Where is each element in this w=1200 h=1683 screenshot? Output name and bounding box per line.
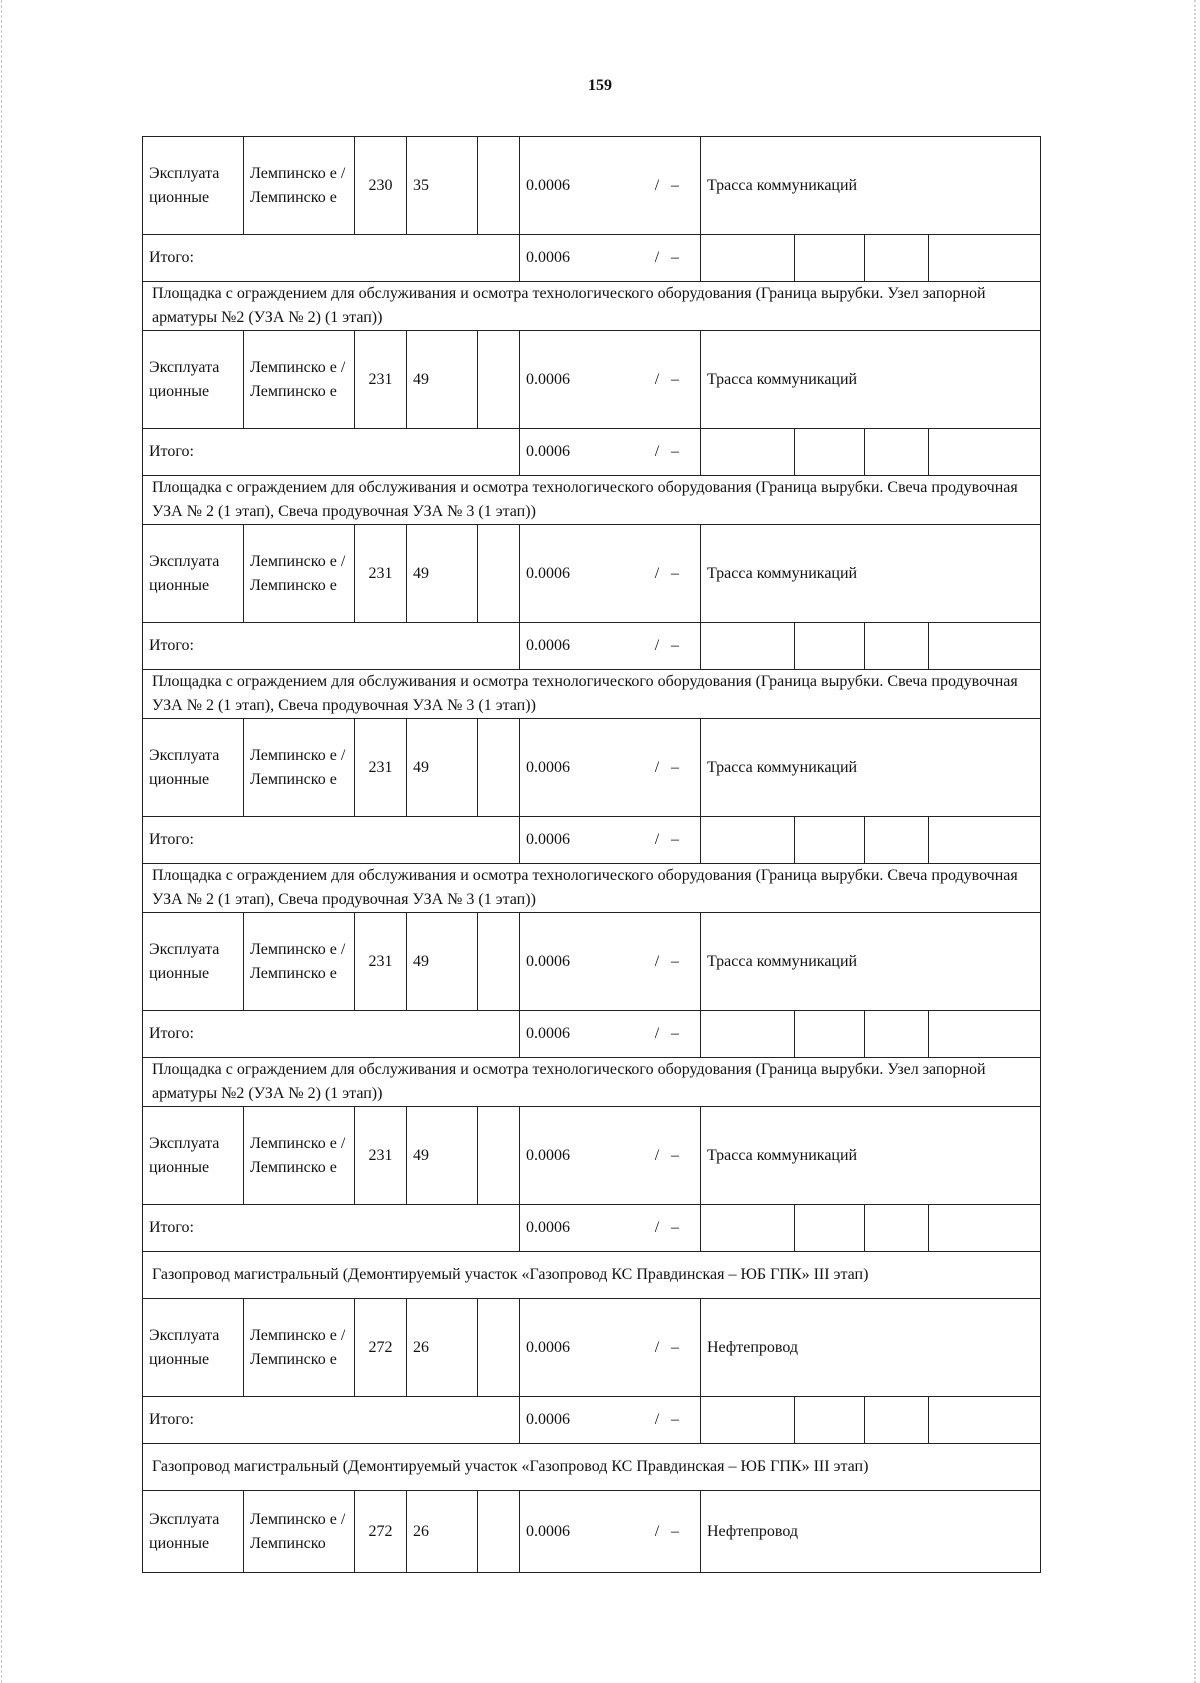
- forestry-cell: Лемпинско е / Лемпинско е: [244, 1299, 355, 1397]
- empty-cell: [795, 235, 865, 282]
- empty-cell: [701, 817, 795, 864]
- total-separator: /: [654, 1219, 660, 1236]
- forestry-cell: Лемпинско е / Лемпинско е: [244, 1107, 355, 1205]
- quarter-cell: 231: [355, 1107, 407, 1205]
- quarter-cell: 231: [355, 331, 407, 429]
- forest-plots-table: [142, 136, 1041, 1573]
- quarter-cell: 231: [355, 525, 407, 623]
- section-header-row: [143, 1058, 1041, 1107]
- empty-cell: [865, 1205, 929, 1252]
- total-row: [143, 235, 1041, 282]
- empty-cell: [929, 623, 1041, 670]
- area-dash: –: [671, 952, 679, 970]
- area-cell: [520, 1107, 701, 1205]
- page-number: 159: [588, 77, 612, 94]
- area-separator: /: [654, 1522, 660, 1540]
- empty-cell: [865, 817, 929, 864]
- plot-cell: 35: [407, 137, 478, 235]
- usage-cell: Трасса коммуникаций: [701, 719, 1041, 817]
- area-dash: –: [671, 1146, 679, 1164]
- area-value: 0.0006: [526, 1522, 570, 1540]
- forestry-cell: Лемпинско е / Лемпинско е: [244, 331, 355, 429]
- area-separator: /: [654, 758, 660, 776]
- plot-cell: 26: [407, 1491, 478, 1573]
- empty-cell: [701, 1011, 795, 1058]
- empty-cell: [865, 235, 929, 282]
- area-cell: [520, 331, 701, 429]
- area-dash: –: [671, 370, 679, 388]
- forestry-cell: Лемпинско е / Лемпинско: [244, 1491, 355, 1573]
- table-row: [143, 1299, 1041, 1397]
- scan-left-edge: [1, 0, 5, 1683]
- forestry-cell: Лемпинско е / Лемпинско е: [244, 525, 355, 623]
- area-dash: –: [671, 1338, 679, 1356]
- total-row: [143, 429, 1041, 476]
- section-header-row: [143, 864, 1041, 913]
- empty-cell: [701, 429, 795, 476]
- forestry-cell: Лемпинско е / Лемпинско е: [244, 913, 355, 1011]
- empty-cell: [865, 1397, 929, 1444]
- area-value: 0.0006: [526, 176, 570, 194]
- area-separator: /: [654, 952, 660, 970]
- quarter-cell: 272: [355, 1299, 407, 1397]
- total-label: Итого:: [143, 1397, 520, 1444]
- total-row: [143, 623, 1041, 670]
- total-area-cell: [520, 235, 701, 282]
- total-dash: –: [671, 443, 679, 460]
- land-category-cell: Эксплуата ционные: [143, 913, 244, 1011]
- empty-cell: [795, 1011, 865, 1058]
- empty-cell: [929, 429, 1041, 476]
- section-title: Площадка с ограждением для обслуживания и осмотра технологического оборудования (Граница вырубки. Свеча продувочная УЗА № 2 (1 этап), Свеча продувочная УЗА № 3 (1 этап)): [143, 670, 1041, 719]
- usage-cell: Трасса коммуникаций: [701, 331, 1041, 429]
- total-area-value: 0.0006: [526, 637, 570, 654]
- forestry-cell: Лемпинско е / Лемпинско е: [244, 137, 355, 235]
- section-header-row: [143, 1252, 1041, 1299]
- area-cell: [520, 525, 701, 623]
- plot-cell: 49: [407, 719, 478, 817]
- total-label: Итого:: [143, 1011, 520, 1058]
- forestry-cell: Лемпинско е / Лемпинско е: [244, 719, 355, 817]
- quarter-cell: 231: [355, 719, 407, 817]
- plot-cell: 49: [407, 525, 478, 623]
- empty-cell: [865, 1011, 929, 1058]
- empty-cell: [701, 1205, 795, 1252]
- area-separator: /: [654, 370, 660, 388]
- total-dash: –: [671, 637, 679, 654]
- scan-right-edge: [1191, 0, 1196, 1683]
- total-area-value: 0.0006: [526, 1025, 570, 1042]
- section-title: Площадка с ограждением для обслуживания и осмотра технологического оборудования (Граница вырубки. Свеча продувочная УЗА № 2 (1 этап), Свеча продувочная УЗА № 3 (1 этап)): [143, 864, 1041, 913]
- total-area-value: 0.0006: [526, 1411, 570, 1428]
- total-area-cell: [520, 817, 701, 864]
- table-row: [143, 719, 1041, 817]
- area-separator: /: [654, 564, 660, 582]
- extra-cell: [478, 719, 520, 817]
- section-title: Газопровод магистральный (Демонтируемый участок «Газопровод КС Правдинская – ЮБ ГПК» III этап): [143, 1444, 1041, 1491]
- total-dash: –: [671, 1411, 679, 1428]
- land-category-cell: Эксплуата ционные: [143, 525, 244, 623]
- area-value: 0.0006: [526, 952, 570, 970]
- total-dash: –: [671, 831, 679, 848]
- section-header-row: [143, 282, 1041, 331]
- total-area-value: 0.0006: [526, 249, 570, 266]
- empty-cell: [795, 1205, 865, 1252]
- total-label: Итого:: [143, 1205, 520, 1252]
- extra-cell: [478, 137, 520, 235]
- area-cell: [520, 719, 701, 817]
- section-header-row: [143, 1444, 1041, 1491]
- total-label: Итого:: [143, 623, 520, 670]
- area-value: 0.0006: [526, 564, 570, 582]
- usage-cell: Трасса коммуникаций: [701, 913, 1041, 1011]
- area-value: 0.0006: [526, 1146, 570, 1164]
- table-row: [143, 137, 1041, 235]
- total-separator: /: [654, 249, 660, 266]
- total-row: [143, 1397, 1041, 1444]
- empty-cell: [929, 1011, 1041, 1058]
- area-dash: –: [671, 758, 679, 776]
- extra-cell: [478, 525, 520, 623]
- total-dash: –: [671, 1025, 679, 1042]
- usage-cell: Трасса коммуникаций: [701, 1107, 1041, 1205]
- plot-cell: 26: [407, 1299, 478, 1397]
- total-area-cell: [520, 623, 701, 670]
- total-separator: /: [654, 831, 660, 848]
- total-separator: /: [654, 443, 660, 460]
- total-row: [143, 817, 1041, 864]
- total-label: Итого:: [143, 429, 520, 476]
- total-separator: /: [654, 1411, 660, 1428]
- table-row: [143, 525, 1041, 623]
- section-title: Газопровод магистральный (Демонтируемый участок «Газопровод КС Правдинская – ЮБ ГПК» III этап): [143, 1252, 1041, 1299]
- land-category-cell: Эксплуата ционные: [143, 137, 244, 235]
- land-category-cell: Эксплуата ционные: [143, 719, 244, 817]
- table-row: [143, 1107, 1041, 1205]
- quarter-cell: 231: [355, 913, 407, 1011]
- quarter-cell: 230: [355, 137, 407, 235]
- total-area-value: 0.0006: [526, 831, 570, 848]
- plot-cell: 49: [407, 913, 478, 1011]
- usage-cell: Нефтепровод: [701, 1491, 1041, 1573]
- plot-cell: 49: [407, 1107, 478, 1205]
- land-category-cell: Эксплуата ционные: [143, 1491, 244, 1573]
- land-category-cell: Эксплуата ционные: [143, 1299, 244, 1397]
- empty-cell: [865, 429, 929, 476]
- area-cell: [520, 913, 701, 1011]
- total-area-cell: [520, 429, 701, 476]
- area-dash: –: [671, 176, 679, 194]
- plot-cell: 49: [407, 331, 478, 429]
- empty-cell: [929, 1205, 1041, 1252]
- empty-cell: [929, 817, 1041, 864]
- area-value: 0.0006: [526, 1338, 570, 1356]
- area-value: 0.0006: [526, 370, 570, 388]
- empty-cell: [795, 429, 865, 476]
- area-value: 0.0006: [526, 758, 570, 776]
- extra-cell: [478, 331, 520, 429]
- usage-cell: Трасса коммуникаций: [701, 137, 1041, 235]
- empty-cell: [795, 1397, 865, 1444]
- extra-cell: [478, 1107, 520, 1205]
- extra-cell: [478, 1491, 520, 1573]
- empty-cell: [701, 1397, 795, 1444]
- extra-cell: [478, 913, 520, 1011]
- total-dash: –: [671, 1219, 679, 1236]
- total-label: Итого:: [143, 817, 520, 864]
- area-cell: [520, 1299, 701, 1397]
- total-area-value: 0.0006: [526, 443, 570, 460]
- quarter-cell: 272: [355, 1491, 407, 1573]
- empty-cell: [795, 817, 865, 864]
- empty-cell: [795, 623, 865, 670]
- land-category-cell: Эксплуата ционные: [143, 331, 244, 429]
- land-category-cell: Эксплуата ционные: [143, 1107, 244, 1205]
- total-area-value: 0.0006: [526, 1219, 570, 1236]
- section-header-row: [143, 476, 1041, 525]
- empty-cell: [701, 623, 795, 670]
- section-title: Площадка с ограждением для обслуживания и осмотра технологического оборудования (Граница вырубки. Свеча продувочная УЗА № 2 (1 этап), Свеча продувочная УЗА № 3 (1 этап)): [143, 476, 1041, 525]
- total-row: [143, 1011, 1041, 1058]
- section-title: Площадка с ограждением для обслуживания и осмотра технологического оборудования (Граница вырубки. Узел запорной арматуры №2 (УЗА № 2) (1 этап)): [143, 1058, 1041, 1107]
- table-row: [143, 913, 1041, 1011]
- area-separator: /: [654, 176, 660, 194]
- table-row: [143, 331, 1041, 429]
- empty-cell: [701, 235, 795, 282]
- area-separator: /: [654, 1338, 660, 1356]
- total-area-cell: [520, 1011, 701, 1058]
- table-row: [143, 1491, 1041, 1573]
- total-dash: –: [671, 249, 679, 266]
- total-label: Итого:: [143, 235, 520, 282]
- total-separator: /: [654, 1025, 660, 1042]
- area-cell: [520, 137, 701, 235]
- total-row: [143, 1205, 1041, 1252]
- empty-cell: [865, 623, 929, 670]
- empty-cell: [929, 1397, 1041, 1444]
- section-header-row: [143, 670, 1041, 719]
- total-area-cell: [520, 1397, 701, 1444]
- area-dash: –: [671, 564, 679, 582]
- area-cell: [520, 1491, 701, 1573]
- usage-cell: Трасса коммуникаций: [701, 525, 1041, 623]
- usage-cell: Нефтепровод: [701, 1299, 1041, 1397]
- total-area-cell: [520, 1205, 701, 1252]
- total-separator: /: [654, 637, 660, 654]
- table-body: [143, 137, 1041, 1573]
- area-dash: –: [671, 1522, 679, 1540]
- extra-cell: [478, 1299, 520, 1397]
- section-title: Площадка с ограждением для обслуживания и осмотра технологического оборудования (Граница вырубки. Узел запорной арматуры №2 (УЗА № 2) (1 этап)): [143, 282, 1041, 331]
- empty-cell: [929, 235, 1041, 282]
- area-separator: /: [654, 1146, 660, 1164]
